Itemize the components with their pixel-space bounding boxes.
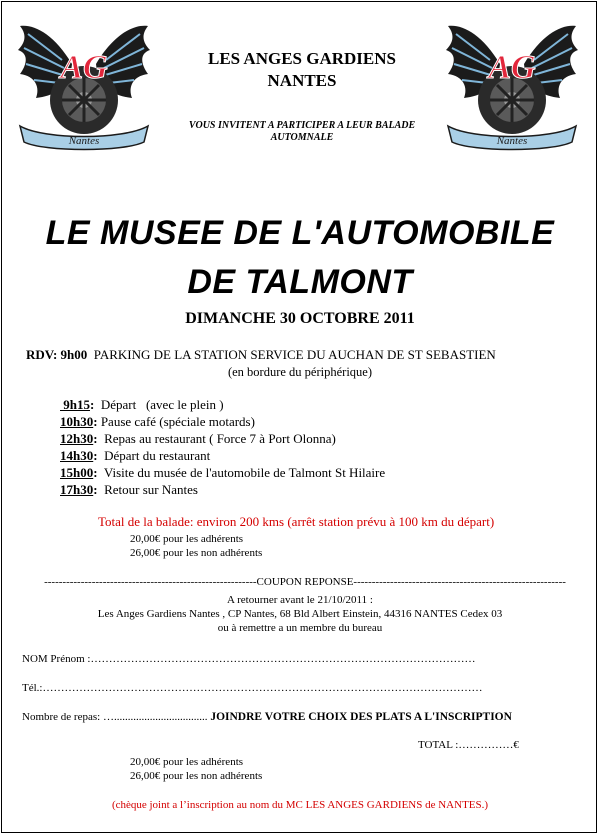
logo-letters: AG [60, 49, 108, 86]
invite-text [152, 120, 452, 144]
schedule-text: Départ du restaurant [97, 448, 211, 463]
schedule-time: 15h00 [60, 465, 94, 480]
logo-letters: AG [488, 49, 536, 86]
schedule-text: Pause café (spéciale motards) [97, 414, 255, 429]
schedule-text: Visite du musée de l'automobile de Talmont St Hilaire [97, 465, 386, 480]
name-field[interactable]: NOM Prénom :…………………………………………………………………………………………… [22, 653, 476, 665]
meals-field[interactable] [22, 711, 512, 723]
coupon-member-price: 20,00€ pour les adhérents [130, 756, 244, 768]
schedule-text: Repas au restaurant ( Force 7 à Port Olonna) [97, 431, 336, 446]
schedule-item: 14h30: Départ du restaurant [60, 448, 211, 463]
schedule-time: 14h30 [60, 448, 94, 463]
event-title-line2: DE TALMONT [187, 263, 413, 301]
coupon-header: ----------------------------------------------------------COUPON REPONSE---------------------------------------------------------- [44, 576, 566, 588]
schedule-time: 10h30 [60, 414, 94, 429]
cheque-note: (chèque joint a l’inscription au nom du MC LES ANGES GARDIENS de NANTES.) [111, 799, 489, 811]
coupon-return-by: A retourner avant le 21/10/2011 : [227, 594, 373, 606]
schedule-text: Départ (avec le plein ) [94, 397, 224, 412]
coupon-address: Les Anges Gardiens Nantes , CP Nantes, 68 Bld Albert Einstein, 44316 NANTES Cedex 03 [97, 608, 503, 620]
tel-field[interactable]: Tél.:………………………………………………………………………………………………………… [22, 682, 483, 694]
coupon-or-hand: ou à remettre a un membre du bureau [217, 622, 383, 634]
flyer-page [1, 1, 597, 833]
club-name-line2: NANTES [267, 71, 337, 90]
schedule-time: 9h15 [60, 397, 90, 412]
schedule-time: 12h30 [60, 431, 94, 446]
schedule [60, 397, 385, 499]
schedule-item: 12h30: Repas au restaurant ( Force 7 à Port Olonna) [60, 431, 336, 446]
meals-field-label: Nombre de repas: ….................................. [22, 711, 208, 723]
invite-line2: AUTOMNALE [270, 132, 334, 143]
club-logo-right [442, 14, 582, 154]
rdv-location: PARKING DE LA STATION SERVICE DU AUCHAN DE ST SEBASTIEN [93, 347, 496, 362]
nonmember-price: 26,00€ pour les non adhérents [130, 547, 263, 559]
schedule-text: Retour sur Nantes [97, 482, 198, 497]
meals-note: JOINDRE VOTRE CHOIX DES PLATS A L'INSCRIPTION [207, 711, 512, 723]
schedule-item: 17h30: Retour sur Nantes [60, 482, 198, 497]
schedule-item: 9h15: Départ (avec le plein ) [60, 397, 224, 412]
event-title-line1: LE MUSEE DE L'AUTOMOBILE [45, 214, 555, 252]
total-field[interactable]: TOTAL :……………€ [418, 739, 519, 751]
coupon-nonmember-price: 26,00€ pour les non adhérents [130, 770, 263, 782]
schedule-time: 17h30 [60, 482, 94, 497]
schedule-item: 10h30: Pause café (spéciale motards) [60, 414, 255, 429]
invite-line1: VOUS INVITENT A PARTICIPER A LEUR BALADE [188, 120, 416, 131]
club-name-line1: LES ANGES GARDIENS [207, 49, 396, 68]
schedule-item: 15h00: Visite du musée de l'automobile de Talmont St Hilaire [60, 465, 386, 480]
event-date: DIMANCHE 30 OCTOBRE 2011 [185, 310, 415, 327]
member-price: 20,00€ pour les adhérents [130, 533, 244, 545]
club-logo-left [14, 14, 154, 154]
logo-banner-text: Nantes [496, 135, 528, 147]
logo-banner-text: Nantes [68, 135, 100, 147]
rdv-sub: (en bordure du périphérique) [227, 365, 373, 379]
rdv-line [26, 347, 496, 363]
total-distance: Total de la balade: environ 200 kms (arrêt station prévu à 100 km du départ) [98, 514, 495, 529]
rdv-label: RDV: 9h00 [26, 347, 88, 362]
club-name [152, 48, 452, 92]
